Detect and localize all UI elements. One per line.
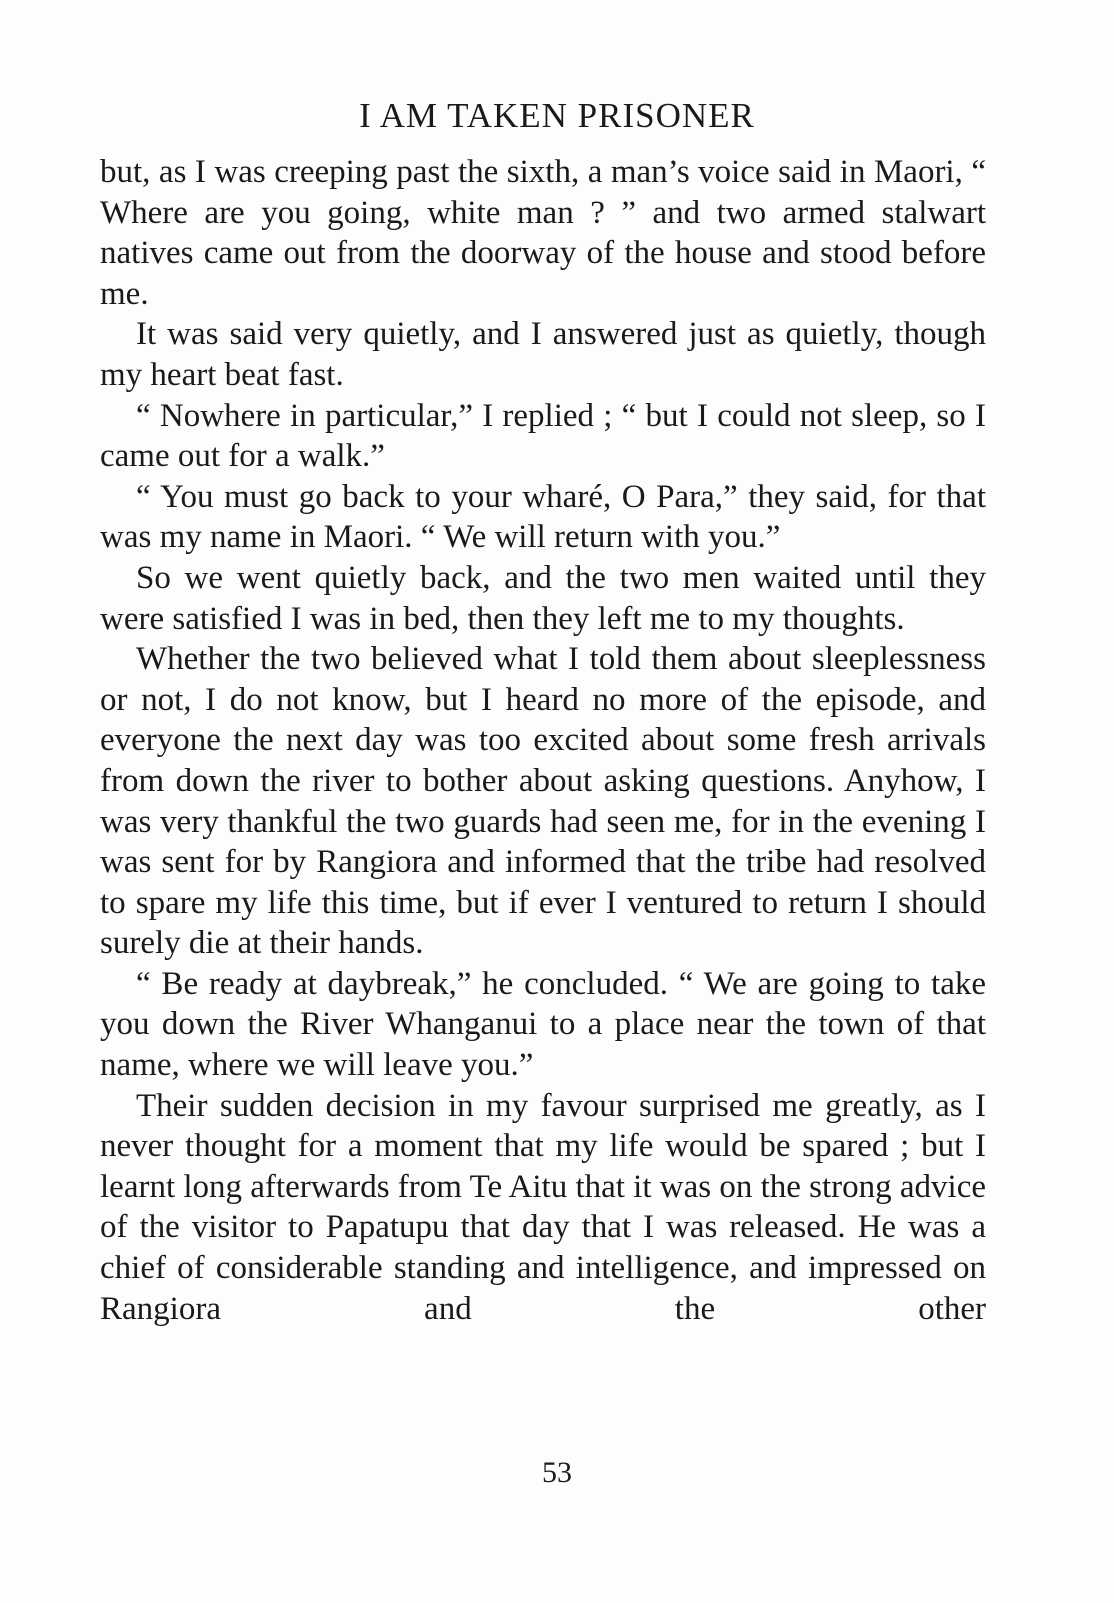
paragraph: So we went quietly back, and the two men waited until they were satisfied I was in bed, then they left me to my thoughts. <box>100 559 986 637</box>
paragraph: “ Be ready at daybreak,” he concluded. “ We are going to take you down the River Whanganui to a place near the town of that name, where we will leave you.” <box>100 965 986 1084</box>
page-number: 53 <box>542 1456 572 1489</box>
paragraph: Their sudden decision in my favour surprised me greatly, as I never thought for a moment that my life would be spared ; but I learnt long afterwards from Te Aitu that it was on the strong advice of the visitor to Papatupu that day that I was released. He was a chief of considerable standing and intelligence, and impressed on Rangiora and the other <box>100 1087 987 1327</box>
body-text <box>100 152 986 1329</box>
paragraph: Whether the two believed what I told them about sleeplessness or not, I do not know, but I heard no more of the episode, and everyone the next day was too excited about some fresh arrivals from down the river to bother about asking questions. Anyhow, I was very thankful the two guards had seen me, for in the evening I was sent for by Rangiora and informed that the tribe had resolved to spare my life this time, but if ever I ventured to return I should surely die at their hands. <box>100 641 986 962</box>
paragraph: but, as I was creeping past the sixth, a man’s voice said in Maori, “ Where are you going, white man ? ” and two armed stalwart natives came out from the doorway of the house and stood before me. <box>100 154 986 312</box>
running-head: I AM TAKEN PRISONER <box>359 96 755 135</box>
paragraph: “ Nowhere in particular,” I replied ; “ but I could not sleep, so I came out for a walk.” <box>100 397 986 475</box>
paragraph: “ You must go back to your wharé, O Para,” they said, for that was my name in Maori. “ We will return with you.” <box>100 478 986 556</box>
paragraph: It was said very quietly, and I answered just as quietly, though my heart beat fast. <box>100 316 986 393</box>
